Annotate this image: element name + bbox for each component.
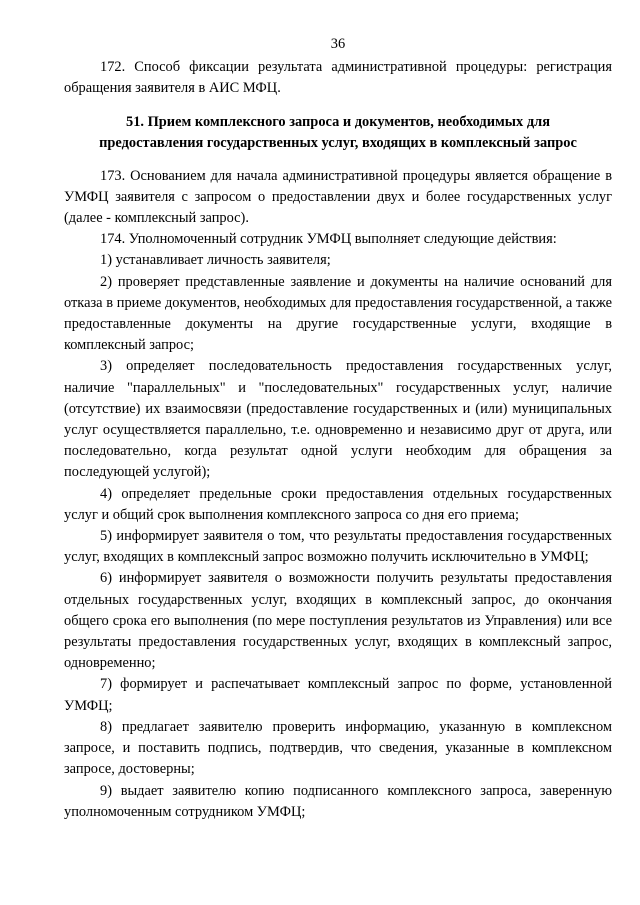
list-item-1: 1) устанавливает личность заявителя; — [100, 252, 331, 269]
list-item-2: 2) проверяет представленные заявление и документы на наличие оснований для отказа в приеме документов, необходимых для предоставления государственной, а также предоставленные документы на другие государственные услуги, входящие в комплексный запрос; — [64, 273, 612, 354]
section-heading-line-1: 51. Прием комплексного запроса и документов, необходимых для — [126, 113, 550, 130]
page-number: 36 — [330, 36, 346, 52]
list-item-4: 4) определяет предельные сроки предоставления отдельных государственных услуг и общий срок выполнения комплексного запроса со дня его приема; — [64, 485, 612, 523]
paragraph-172: 172. Способ фиксации результата административной процедуры: регистрация обращения заявителя в АИС МФЦ. — [64, 59, 612, 97]
list-item-9: 9) выдает заявителю копию подписанного комплексного запроса, заверенную уполномоченным сотрудником УМФЦ; — [64, 782, 612, 820]
document-page — [64, 34, 612, 823]
list-item-5: 5) информирует заявителя о том, что результаты предоставления государственных услуг, входящих в комплексный запрос возможно получить исключительно в УМФЦ; — [64, 528, 612, 566]
section-heading-line-2: предоставления государственных услуг, входящих в комплексный запрос — [99, 134, 577, 151]
list-item-3: 3) определяет последовательность предоставления государственных услуг, наличие "параллельных" и "последовательных" государственных услуг, наличие (отсутствие) их взаимосвязи (предоставление государственных и (или) муниципальных услуг осуществляется параллельно, т.е. одновременно и независимо друг от друга, или последовательно, когда результат одной услуги необходим для обращения за последующей услугой); — [64, 358, 612, 481]
list-item-7: 7) формирует и распечатывает комплексный запрос по форме, установленной УМФЦ; — [64, 676, 612, 714]
paragraph-173: 173. Основанием для начала административной процедуры является обращение в УМФЦ заявителя с запросом о предоставлении двух и более государственных услуг (далее - комплексный запрос). — [64, 167, 612, 227]
section-heading — [64, 112, 612, 154]
list-item-8: 8) предлагает заявителю проверить информацию, указанную в комплексном запросе, и поставить подпись, подтвердив, что сведения, указанные в комплексном запросе, достоверны; — [64, 718, 612, 778]
list-item-6: 6) информирует заявителя о возможности получить результаты предоставления отдельных государственных услуг, входящих в комплексный запрос, до окончания общего срока его выполнения (по мере поступления результатов из Управления) или все результаты предоставления государственных услуг, входящих в комплексный запрос, одновременно; — [64, 570, 612, 672]
paragraph-174: 174. Уполномоченный сотрудник УМФЦ выполняет следующие действия: — [100, 231, 557, 248]
